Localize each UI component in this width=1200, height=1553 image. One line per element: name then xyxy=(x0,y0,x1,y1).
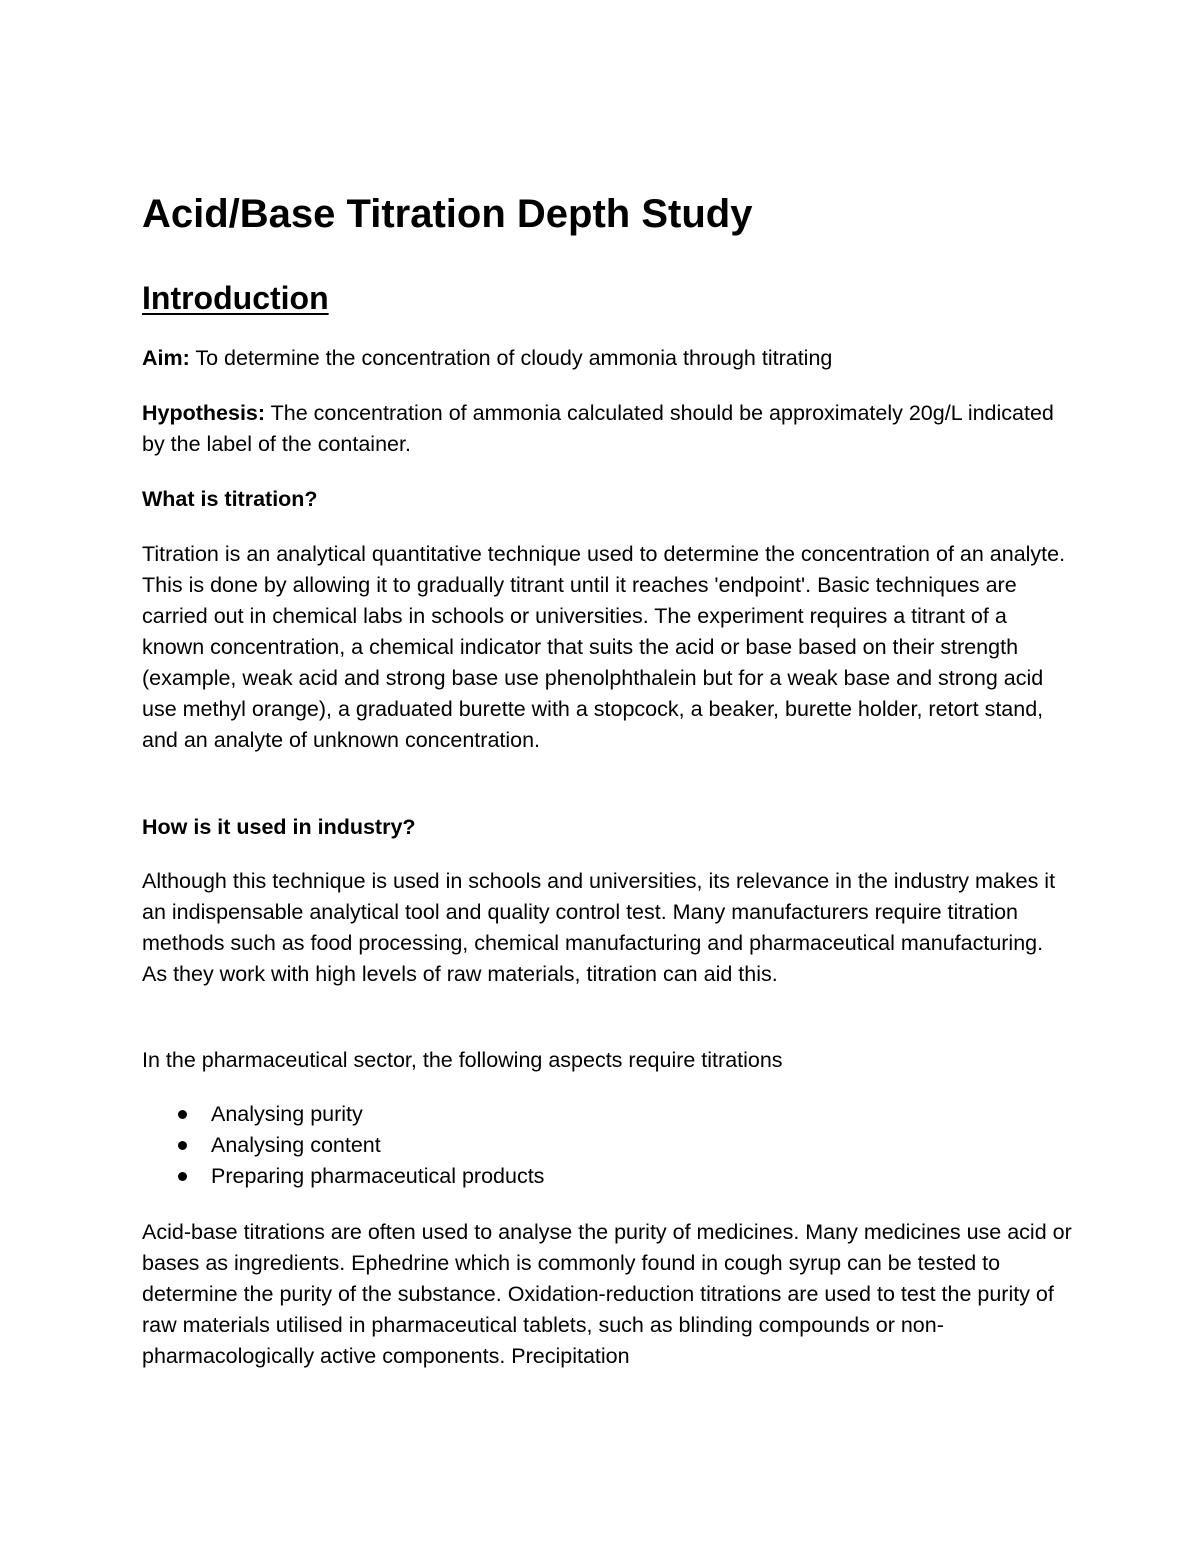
list-item-text: Preparing pharmaceutical products xyxy=(211,1164,545,1188)
aim-paragraph xyxy=(142,343,1072,374)
list-item-text: Analysing purity xyxy=(211,1102,363,1126)
what-is-titration-heading: What is titration? xyxy=(142,487,318,511)
document-title: Acid/Base Titration Depth Study xyxy=(142,192,753,236)
aim-label: Aim: xyxy=(142,346,190,370)
pharma-aspects-list xyxy=(142,1099,544,1192)
industry-heading: How is it used in industry? xyxy=(142,815,416,839)
bullet-dot-icon xyxy=(178,1141,187,1150)
pharma-intro-paragraph: In the pharmaceutical sector, the following aspects require titrations xyxy=(142,1048,783,1072)
hypothesis-label: Hypothesis: xyxy=(142,401,266,425)
list-item xyxy=(142,1130,544,1161)
closing-paragraph: Acid-base titrations are often used to analyse the purity of medicines. Many medicines use acid or bases as ingredients. Ephedrine which is commonly found in cough syrup can be tested to determine the purity of the substance. Oxidation-reduction titrations are used to test the purity of raw materials utilised in pharmaceutical tablets, such as blinding compounds or non-pharmacologically active components. Precipitation xyxy=(142,1220,1072,1368)
industry-paragraph: Although this technique is used in schools and universities, its relevance in the industry makes it an indispensable analytical tool and quality control test. Many manufacturers require titration methods such as food processing, chemical manufacturing and pharmaceutical manufacturing. As they work with high levels of raw materials, titration can aid this. xyxy=(142,869,1056,986)
what-is-titration-paragraph: Titration is an analytical quantitative technique used to determine the concentration of an analyte. This is done by allowing it to gradually titrant until it reaches 'endpoint'. Basic techniques are carried out in chemical labs in schools or universities. The experiment requires a titrant of a known concentration, a chemical indicator that suits the acid or base based on their strength (example, weak acid and strong base use phenolphthalein but for a weak base and strong acid use methyl orange), a graduated burette with a stopcock, a beaker, burette holder, retort stand, and an analyte of unknown concentration. xyxy=(142,542,1066,752)
list-item-text: Analysing content xyxy=(211,1133,381,1157)
list-item xyxy=(142,1161,544,1192)
bullet-dot-icon xyxy=(178,1172,187,1181)
list-item xyxy=(142,1099,544,1130)
bullet-dot-icon xyxy=(178,1110,187,1119)
hypothesis-text: The concentration of ammonia calculated should be approximately 20g/L indicated by the label of the container. xyxy=(142,401,1054,456)
section-heading-introduction: Introduction xyxy=(142,280,329,316)
aim-text: To determine the concentration of cloudy ammonia through titrating xyxy=(189,346,833,370)
hypothesis-paragraph xyxy=(142,398,1072,460)
